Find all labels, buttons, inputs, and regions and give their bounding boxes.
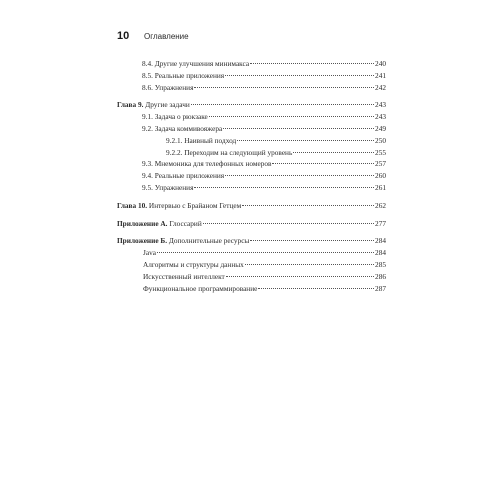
toc-entry-page: 255 — [375, 147, 386, 157]
toc-entry-algorithms[interactable] — [117, 259, 386, 271]
toc-entry-8-6[interactable] — [117, 82, 386, 94]
toc-entry-page: 240 — [375, 59, 386, 68]
toc-entry-page: 261 — [375, 182, 386, 192]
toc-entry-label: Интервью с Брайаном Гетцем — [147, 200, 242, 210]
toc-entry-label: Функциональное программирование — [143, 283, 258, 293]
toc-entry-page: 285 — [375, 259, 386, 269]
toc-entry-label: Java — [143, 248, 156, 258]
toc-entry-label: Искусственный интеллект — [143, 271, 225, 281]
dot-leader — [223, 128, 374, 129]
toc-entry-label: 8.4. Другие улучшения минимакса — [142, 59, 250, 68]
page-header — [117, 30, 397, 46]
toc-entry-page: 286 — [375, 271, 386, 281]
toc-entry-9-2-2[interactable] — [117, 147, 386, 159]
toc-entry-9-5[interactable] — [117, 182, 386, 194]
toc-entry-label: 9.2.2. Переходим на следующий уровень — [166, 147, 293, 157]
dot-leader — [250, 240, 374, 241]
chapter-prefix: Приложение Б. — [117, 236, 168, 246]
toc-chapter-10[interactable] — [117, 200, 386, 212]
dot-leader — [237, 140, 374, 141]
toc-entry-page: 284 — [375, 248, 386, 258]
toc-entry-java[interactable] — [117, 247, 386, 259]
dot-leader — [209, 116, 374, 117]
toc-entry-page: 249 — [375, 123, 386, 133]
toc-chapter-9[interactable] — [117, 99, 386, 111]
toc-entry-label: 9.5. Упражнения — [142, 182, 194, 192]
dot-leader — [258, 288, 374, 289]
toc-entry-label: 9.2. Задача коммивояжера — [142, 123, 223, 133]
toc-appendix-b[interactable] — [117, 235, 386, 247]
toc-entry-page: 241 — [375, 70, 386, 80]
toc-entry-label: Другие задачи — [143, 100, 190, 110]
toc-entry-9-4[interactable] — [117, 170, 386, 182]
dot-leader — [191, 104, 374, 105]
toc-entry-page: 284 — [375, 236, 386, 246]
dot-leader — [245, 264, 374, 265]
dot-leader — [194, 87, 374, 88]
toc-entry-page: 257 — [375, 159, 386, 169]
dot-leader — [242, 205, 374, 206]
chapter-prefix: Глава 10. — [117, 200, 148, 210]
toc-entry-page: 250 — [375, 135, 386, 145]
toc-entry-8-4[interactable] — [117, 58, 386, 70]
toc-entry-9-2-1[interactable] — [117, 135, 386, 147]
toc-entry-page: 243 — [375, 112, 386, 122]
toc-appendix-a[interactable] — [117, 218, 386, 230]
dot-leader — [250, 63, 374, 64]
toc-entry-page: 243 — [375, 100, 386, 110]
toc-entry-page: 242 — [375, 82, 386, 92]
toc-entry-functional[interactable] — [117, 283, 386, 295]
toc-entry-9-3[interactable] — [117, 158, 386, 170]
dot-leader — [225, 75, 374, 76]
chapter-prefix: Глава 9. — [117, 100, 144, 110]
toc-entry-page: 260 — [375, 171, 386, 181]
toc-entry-ai[interactable] — [117, 271, 386, 283]
dot-leader — [226, 276, 374, 277]
toc-entry-label: Алгоритмы и структуры данных — [143, 259, 244, 269]
toc-entry-label: 8.6. Упражнения — [142, 82, 194, 92]
toc-entry-label: 9.2.1. Наивный подход — [166, 135, 237, 145]
toc-entry-9-1[interactable] — [117, 111, 386, 123]
dot-leader — [272, 163, 374, 164]
toc-entry-label: Глоссарий — [167, 218, 202, 228]
toc-entry-label: 9.1. Задача о рюкзаке — [142, 112, 208, 122]
toc-entry-page: 277 — [375, 218, 386, 228]
toc-entry-label: 9.4. Реальные приложения — [142, 171, 225, 181]
dot-leader — [225, 175, 374, 176]
dot-leader — [194, 187, 374, 188]
dot-leader — [293, 152, 374, 153]
page-number: 10 — [117, 30, 130, 42]
table-of-contents — [117, 58, 386, 294]
toc-entry-page: 262 — [375, 200, 386, 210]
toc-entry-page: 287 — [375, 283, 386, 293]
toc-entry-8-5[interactable] — [117, 70, 386, 82]
dot-leader — [203, 223, 374, 224]
toc-entry-9-2[interactable] — [117, 123, 386, 135]
toc-entry-label: Дополнительные ресурсы — [167, 236, 250, 246]
toc-entry-label: 9.3. Мнемоника для телефонных номеров — [142, 159, 272, 169]
running-title: Оглавление — [144, 32, 189, 41]
chapter-prefix: Приложение А. — [117, 218, 168, 228]
dot-leader — [157, 252, 374, 253]
toc-entry-label: 8.5. Реальные приложения — [142, 70, 225, 80]
